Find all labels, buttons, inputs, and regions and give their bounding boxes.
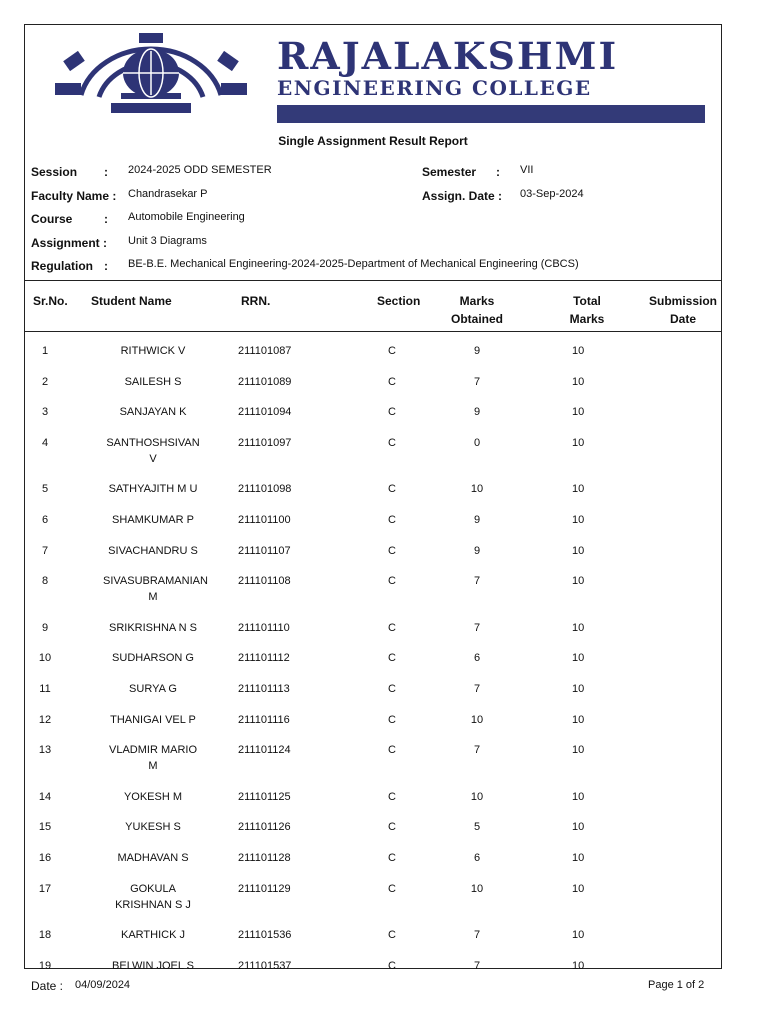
marks-cell: 7 <box>473 744 481 757</box>
sr-cell: 1 <box>41 345 49 357</box>
col-rrn: RRN. <box>241 294 271 308</box>
marks-cell: 10 <box>470 483 484 496</box>
faculty-value: Chandrasekar P <box>128 188 208 200</box>
rrn-cell: 211101097 <box>238 436 292 449</box>
col-name: Student Name <box>91 294 172 308</box>
name-cell: SIVASUBRAMANIAN M <box>103 575 208 604</box>
marks-cell: 7 <box>473 929 481 942</box>
total-cell: 10 <box>572 513 585 526</box>
table-row <box>25 812 721 843</box>
section-cell: C <box>388 375 396 388</box>
table-row <box>25 566 721 613</box>
table-row <box>25 951 721 982</box>
table-row <box>25 367 721 398</box>
college-logo-icon <box>51 33 251 117</box>
name-cell: MADHAVAN S <box>117 851 189 864</box>
marks-cell: 7 <box>473 575 481 588</box>
total-cell: 10 <box>572 652 585 665</box>
college-name: RAJALAKSHMI ENGINEERING COLLEGE <box>277 37 707 123</box>
section-cell: C <box>388 790 396 803</box>
table-row <box>25 674 721 705</box>
table-row <box>25 920 721 951</box>
total-cell: 10 <box>572 744 585 757</box>
sr-cell: 12 <box>38 713 52 726</box>
rrn-cell: 211101098 <box>238 483 292 496</box>
total-cell: 10 <box>572 929 585 942</box>
col-sr: Sr.No. <box>33 294 68 308</box>
table-row <box>25 613 721 644</box>
section-cell: C <box>388 821 396 834</box>
table-row <box>25 782 721 813</box>
sr-cell: 16 <box>38 851 52 864</box>
name-cell: GOKULA KRISHNAN S J <box>115 882 191 911</box>
marks-cell: 9 <box>473 513 481 526</box>
sr-cell: 13 <box>38 744 52 757</box>
table-row <box>25 843 721 874</box>
rrn-cell: 211101113 <box>238 682 290 695</box>
page-number: Page 1 of 2 <box>648 979 705 991</box>
course-value: Automobile Engineering <box>128 211 245 223</box>
marks-cell: 9 <box>473 345 481 357</box>
sr-cell: 6 <box>41 513 49 526</box>
name-cell: SANTHOSHSIVAN V <box>106 436 200 465</box>
marks-cell: 7 <box>473 375 481 388</box>
section-cell: C <box>388 929 396 942</box>
name-cell: SRIKRISHNA N S <box>108 621 198 634</box>
total-cell: 10 <box>572 713 585 726</box>
sr-cell: 9 <box>41 621 49 634</box>
rrn-cell: 211101089 <box>238 375 292 388</box>
total-cell: 10 <box>572 959 585 972</box>
rrn-cell: 211101108 <box>238 575 291 588</box>
section-cell: C <box>388 882 396 895</box>
total-cell: 10 <box>572 436 585 449</box>
total-cell: 10 <box>572 544 585 557</box>
table-row <box>25 735 721 782</box>
footer-date: 04/09/2024 <box>75 979 131 991</box>
name-cell: SURYA G <box>129 682 177 695</box>
sr-cell: 5 <box>41 483 49 496</box>
marks-cell: 10 <box>470 713 484 726</box>
section-cell: C <box>388 851 396 864</box>
table-row <box>25 536 721 567</box>
section-cell: C <box>388 959 396 972</box>
semester-value: VII <box>520 164 534 176</box>
section-cell: C <box>388 513 396 526</box>
name-cell: VLADMIR MARIO M <box>108 744 197 773</box>
name-cell: THANIGAI VEL P <box>110 713 196 726</box>
name-cell: YOKESH M <box>123 790 183 803</box>
total-cell: 10 <box>572 406 585 419</box>
total-cell: 10 <box>572 851 585 864</box>
rrn-cell: 211101124 <box>238 744 291 757</box>
name-cell: KARTHICK J <box>121 929 185 942</box>
marks-cell: 7 <box>473 959 481 972</box>
section-cell: C <box>388 621 396 634</box>
rrn-cell: 211101125 <box>238 790 291 803</box>
name-cell: BELWIN JOEL S <box>112 959 194 972</box>
assign-date-value: 03-Sep-2024 <box>520 188 584 200</box>
sr-cell: 18 <box>38 929 52 942</box>
divider <box>25 280 721 281</box>
results-table <box>25 336 721 981</box>
marks-cell: 9 <box>473 406 481 419</box>
marks-cell: 6 <box>473 851 481 864</box>
report-title: Single Assignment Result Report <box>278 134 468 148</box>
col-submission: Submission Date <box>648 294 717 326</box>
rrn-cell: 211101100 <box>238 513 291 526</box>
section-cell: C <box>388 544 396 557</box>
marks-cell: 9 <box>473 544 481 557</box>
assignment-value: Unit 3 Diagrams <box>128 235 207 247</box>
total-cell: 10 <box>572 483 585 496</box>
rrn-cell: 211101087 <box>238 345 292 357</box>
table-row <box>25 428 721 475</box>
sr-cell: 14 <box>38 790 52 803</box>
section-cell: C <box>388 406 396 419</box>
name-cell: SANJAYAN K <box>119 406 187 419</box>
table-row <box>25 874 721 921</box>
rrn-cell: 211101536 <box>238 929 292 942</box>
marks-cell: 10 <box>470 882 484 895</box>
marks-cell: 0 <box>473 436 481 449</box>
footer-date-label: Date : <box>31 979 64 993</box>
col-section: Section <box>377 294 421 308</box>
name-cell: SIVACHANDRU S <box>108 544 198 557</box>
sr-cell: 2 <box>41 375 49 388</box>
marks-cell: 6 <box>473 652 481 665</box>
section-cell: C <box>388 436 396 449</box>
total-cell: 10 <box>572 575 585 588</box>
marks-cell: 10 <box>470 790 484 803</box>
name-cell: SAILESH S <box>124 375 182 388</box>
section-cell: C <box>388 345 396 357</box>
total-cell: 10 <box>572 790 585 803</box>
table-row <box>25 336 721 367</box>
name-cell: SATHYAJITH M U <box>108 483 198 496</box>
table-row <box>25 505 721 536</box>
divider <box>25 331 721 332</box>
sr-cell: 10 <box>38 652 52 665</box>
table-row <box>25 643 721 674</box>
name-cell: RITHWICK V <box>120 345 186 357</box>
rrn-cell: 211101126 <box>238 821 291 834</box>
sr-cell: 4 <box>41 436 49 449</box>
total-cell: 10 <box>572 375 585 388</box>
rrn-cell: 211101537 <box>238 959 292 972</box>
section-cell: C <box>388 713 396 726</box>
section-cell: C <box>388 652 396 665</box>
table-row <box>25 705 721 736</box>
rrn-cell: 211101112 <box>238 652 290 665</box>
rrn-cell: 211101110 <box>238 621 290 634</box>
marks-cell: 7 <box>473 682 481 695</box>
section-cell: C <box>388 682 396 695</box>
sr-cell: 15 <box>38 821 52 834</box>
col-marks: Marks Obtained <box>450 294 503 326</box>
total-cell: 10 <box>572 682 585 695</box>
sr-cell: 11 <box>39 682 51 695</box>
marks-cell: 5 <box>473 821 481 834</box>
section-cell: C <box>388 483 396 496</box>
rrn-cell: 211101129 <box>238 882 291 895</box>
rrn-cell: 211101107 <box>238 544 291 557</box>
marks-cell: 7 <box>473 621 481 634</box>
col-total: Total Marks <box>569 294 605 326</box>
rrn-cell: 211101128 <box>238 851 291 864</box>
name-cell: YUKESH S <box>125 821 181 834</box>
sr-cell: 3 <box>41 406 49 419</box>
sr-cell: 7 <box>41 544 49 557</box>
table-row <box>25 474 721 505</box>
session-value: 2024-2025 ODD SEMESTER <box>128 164 272 176</box>
sr-cell: 19 <box>38 959 52 972</box>
section-cell: C <box>388 575 396 588</box>
rrn-cell: 211101094 <box>238 406 292 419</box>
rrn-cell: 211101116 <box>238 713 290 726</box>
brand-bar <box>277 105 705 123</box>
regulation-value: BE-B.E. Mechanical Engineering-2024-2025-Department of Mechanical Engineering (CBCS) <box>128 258 579 270</box>
total-cell: 10 <box>572 882 585 895</box>
name-cell: SUDHARSON G <box>112 652 194 665</box>
total-cell: 10 <box>572 821 585 834</box>
table-row <box>25 397 721 428</box>
section-cell: C <box>388 744 396 757</box>
total-cell: 10 <box>572 621 585 634</box>
report-page: RAJALAKSHMI ENGINEERING COLLEGE Single Assignment Result Report Session : 2024-2025 ODD SEMESTER Faculty Name : Chandrasekar P Course : Automobile Engineering Assignment : Unit 3 Diagrams Regulation : BE-B.E. Mechanical Engineering-2024-2025-Department of Mechanical Engineering (CBCS) Semester : VII Assign. Date : 03-Sep-2024 Sr.No. Student Name RRN. Section Marks Obtained Total Marks Submission Date 1 RITHWICK V 211101087 C 9 10 2 SAILESH S 211101089 C 7 10 3 SANJAYAN K 211101094 C 9 10 4 SANTHOSHSIVAN V 211101097 C 0 10 5 SATHYAJITH M U 211101098 C 10 10 6 SHAMKUMAR P 211101100 C 9 10 7 SIVACHANDRU S 211101107 C 9 10 8 SIVASUBRAMANIAN M 211101108 C 7 10 9 SRIKRISHNA N S 211101110 C 7 10 10 SUDHARSON G 211101112 C 6 10 11 SURYA G 211101113 C 7 10 12 THANIGAI VEL P 211101116 C 10 10 13 VLADMIR MARIO M 211101124 C 7 10 14 YOKESH M 211101125 C 10 10 15 YUKESH S 211101126 C 5 10 16 MADHAVAN S 211101128 C 6 10 17 GOKULA KRISHNAN S J 211101129 C 10 10 18 KARTHICK J 211101536 C 7 10 19 BELWIN JOEL S 211101537 C 7 10 <box>24 24 722 969</box>
name-cell: SHAMKUMAR P <box>112 513 194 526</box>
total-cell: 10 <box>572 345 585 357</box>
sr-cell: 17 <box>38 882 52 895</box>
sr-cell: 8 <box>41 575 49 588</box>
